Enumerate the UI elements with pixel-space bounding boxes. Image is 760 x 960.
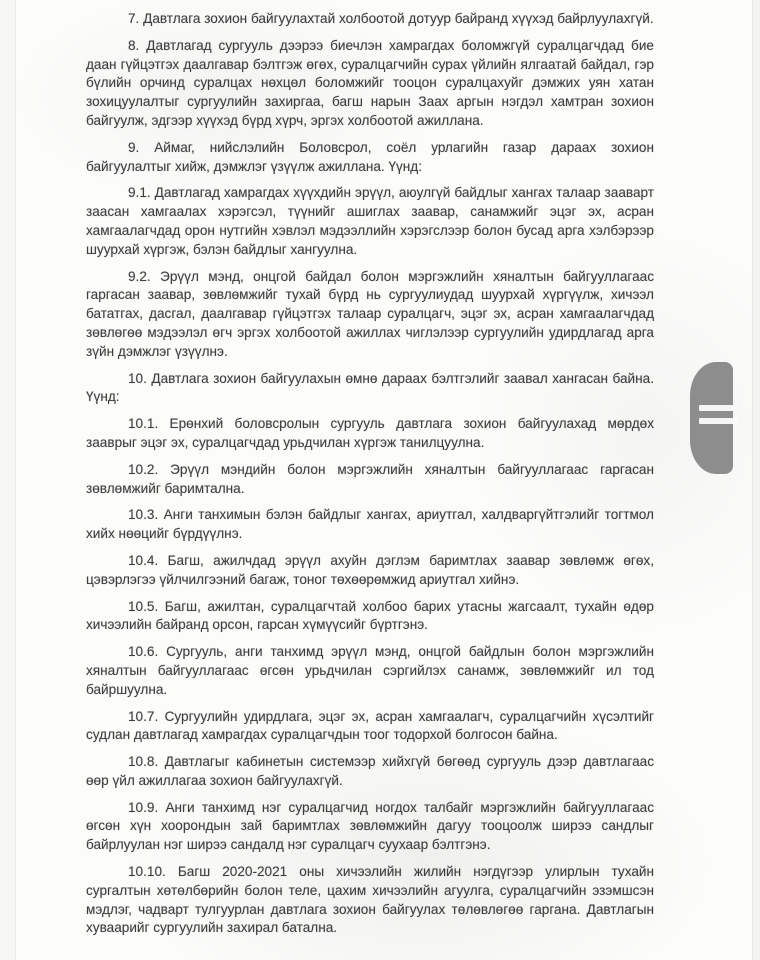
paragraph-8: 8. Давтлагад сургууль дээрээ биечлэн хамрагдах боломжгүй суралцагчдад бие даан гүйцэтгэх даалгавар бэлтгэж өгөх, суралцагчийн сурах үйлийн ялгаатай байдал, гэр бүлийн орчинд суралцах нөхцөл боломжийг тооцон суралцахуйг дэмжих уян хатан зохицуулалтыг сургуулийн захиргаа, багш нарын Заах аргын нэгдэл хамтран зохион байгуулж, эдгээр хүүхэд бүрд хүрч, эргэх холбоотой ажиллана.: [86, 37, 654, 128]
paragraph-7: 7. Давтлага зохион байгуулахтай холбоотой дотуур байранд хүүхэд байрлуулахгүй.: [128, 11, 654, 26]
paragraph-9: 9. Аймаг, нийслэлийн Боловсрол, соёл урлагийн газар дараах зохион байгуулалтыг хийж, дэмжлэг үзүүлж ажиллана. Үүнд:: [86, 139, 654, 174]
drag-handle-icon: [699, 405, 737, 431]
paragraph-10-10: 10.10. Багш 2020-2021 оны хичээлийн жилийн нэгдүгээр улирлын тухайн сургалтын хөтөлбөрийн болон теле, цахим хичээлийн агуулга, суралцагчийн эзэмшсэн мэдлэг, чадварт тулгуурлан давтлага зохион байгуулах төлөвлөгөө гаргана. Давтлагын хуваарийг сургуулийн захирал батална.: [86, 864, 654, 936]
paragraph-10-7: 10.7. Сургуулийн удирдлага, эцэг эх, асран хамгаалагч, суралцагчийн хүсэлтийг судлан давтлагад хамрагдах суралцагчдын тоог тодорхой болгосон байна.: [86, 708, 654, 743]
photo-right-edge: [753, 0, 760, 960]
paragraph-10-4: 10.4. Багш, ажилчдад эрүүл ахуйн дэглэм баримтлах заавар зөвлөмж өгөх, цэвэрлэгээ үйлчилгээний багаж, тоног төхөөрөмжид ариутгал хийнэ.: [86, 552, 654, 587]
side-drawer-handle[interactable]: [690, 362, 733, 474]
paragraph-9-2: 9.2. Эрүүл мэнд, онцгой байдал болон мэргэжлийн хяналтын байгууллагаас гаргасан заавар, зөвлөмжийг тухай бүрд нь сургуулиудад шуурхай хүргүүлж, хичээл бататгах, дасгал, даалгавар гүйцэтгэх талаар суралцагч, эцэг эх, асран хамгаалагчдад зөвлөгөө мэдээлэл өгч эргэх холбоотой ажиллах чиглэлээр сургуулийн удирдлагад арга зүйн дэмжлэг үзүүлнэ.: [86, 268, 654, 359]
photo-left-edge: [0, 0, 16, 960]
paragraph-10-6: 10.6. Сургууль, анги танхимд эрүүл мэнд, онцгой байдлын болон мэргэжлийн хяналтын байгууллагаас өгсөн урьдчилан сэргийлэх санамж, зөвлөмжийг ил тод байршуулна.: [86, 644, 654, 697]
paragraph-10-3: 10.3. Анги танхимын бэлэн байдлыг хангах, ариутгал, халдваргүйтгэлийг тогтмол хийх нөөцийг бүрдүүлнэ.: [86, 507, 654, 542]
paragraph-9-1: 9.1. Давтлагад хамрагдах хүүхдийн эрүүл, аюулгүй байдлыг хангах талаар зааварт заасан хамгаалах хэрэгсэл, түүнийг ашиглах заавар, санамжийг эцэг эх, асран хамгаалагчдад орон нутгийн хэвлэл мэдээллийн хэрэгслээр болон бусад арга хэлбэрээр шуурхай хүргэж, бэлэн байдлыг хангуулна.: [86, 185, 654, 257]
paragraph-10-1: 10.1. Ерөнхий боловсролын сургууль давтлага зохион байгуулахад мөрдөх зааврыг эцэг эх, суралцагчдад урьдчилан хүргэж танилцуулна.: [86, 416, 654, 450]
paragraph-10-9: 10.9. Анги танхимд нэг суралцагчид ногдох талбайг мэргэжлийн байгууллагаас өгсөн хүн хоорондын зай баримтлах зөвлөмжийн дагуу тооцоолж ширээ сандлыг байрлуулан нэг ширээ сандалд нэг суралцагч суухаар бэлтгэнэ.: [86, 799, 654, 853]
paragraph-10-5: 10.5. Багш, ажилтан, суралцагчтай холбоо барих утасны жагсаалт, тухайн өдөр хичээлийн байранд орсон, гарсан хүмүүсийг бүртгэнэ.: [86, 598, 654, 633]
paragraph-10-2: 10.2. Эрүүл мэндийн болон мэргэжлийн хяналтын байгууллагаас гаргасан зөвлөмжийг баримтална.: [86, 461, 654, 496]
document-body: [86, 10, 654, 946]
paragraph-10-8: 10.8. Давтлагыг кабинетын системээр хийхгүй бөгөөд сургууль дээр давтлагаас өөр үйл ажиллагаа зохион байгуулахгүй.: [86, 754, 654, 788]
paragraph-10: 10. Давтлага зохион байгуулахын өмнө дараах бэлтгэлийг заавал хангасан байна. Үүнд:: [86, 370, 654, 405]
